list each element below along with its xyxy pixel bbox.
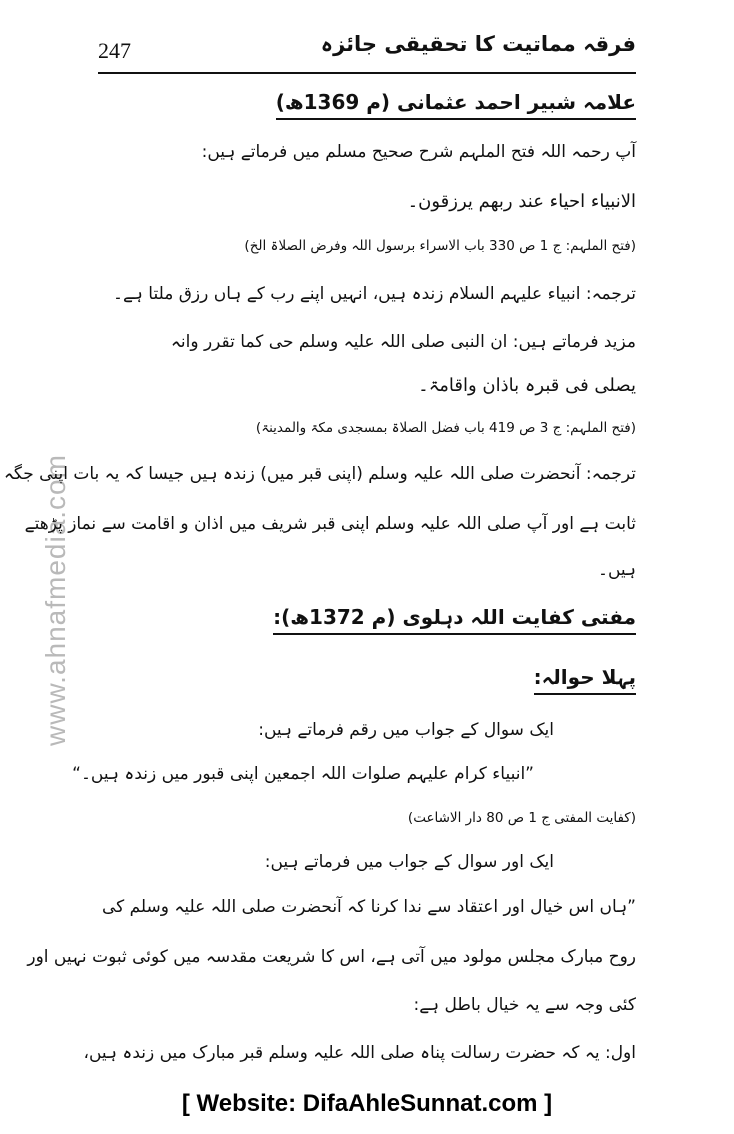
running-title: فرقہ مماتیت کا تحقیقی جائزہ (320, 32, 636, 56)
section-heading-kifayatullah: مفتی کفایت اللہ دہلوی (م 1372ھ): (273, 605, 636, 635)
translation-line: ترجمہ: انبیاء علیہم السلام زندہ ہیں، انہیں اپنے رب کے ہاں رزق ملتا ہے۔ (113, 284, 636, 304)
paragraph-line: روح مبارک مجلس مولود میں آتی ہے، اس کا شریعت مقدسہ میں کوئی ثبوت نہیں اور (27, 947, 636, 967)
page-number: 247 (98, 38, 131, 63)
section-heading-usmani: علامہ شبیر احمد عثمانی (م 1369ھ) (276, 90, 636, 120)
quote-line: ”انبیاء کرام علیہم صلوات اللہ اجمعین اپنی قبور میں زندہ ہیں۔“ (72, 764, 534, 784)
paragraph-line: اول: یہ کہ حضرت رسالت پناہ صلی اللہ علیہ وسلم قبر مبارک میں زندہ ہیں، (83, 1043, 636, 1063)
subheading-first-reference: پہلا حوالہ: (534, 665, 636, 695)
arabic-quote: یصلی فی قبرہ باذان واقامۃ۔ (418, 375, 636, 396)
intro-line: ایک سوال کے جواب میں رقم فرماتے ہیں: (258, 720, 554, 740)
arabic-quote: الانبیاء احیاء عند ربھم یرزقون۔ (407, 191, 636, 212)
website-footer: [ Website: DifaAhleSunnat.com ] (181, 1090, 553, 1117)
paragraph-line: ہیں۔ (598, 560, 636, 580)
translation-line: ترجمہ: آنحضرت صلی اللہ علیہ وسلم (اپنی قبر میں) زندہ ہیں جیسا کہ یہ بات اپنی جگہ (3, 464, 636, 484)
paragraph-line: ثابت ہے اور آپ صلی اللہ علیہ وسلم اپنی قبر شریف میں اذان و اقامت سے نماز پڑھتے (24, 514, 636, 534)
intro-line: ایک اور سوال کے جواب میں فرماتے ہیں: (264, 852, 554, 872)
watermark-text: www.ahnafmedia.com (40, 454, 71, 746)
reference-citation: (کفایت المفتی ج 1 ص 80 دار الاشاعت) (407, 810, 636, 826)
paragraph-line: مزید فرماتے ہیں: ان النبی صلی اللہ علیہ وسلم حی کما تقرر وانہ (170, 332, 636, 352)
quote-line: ”ہاں اس خیال اور اعتقاد سے ندا کرنا کہ آنحضرت صلی اللہ علیہ وسلم کی (101, 897, 636, 917)
paragraph-line: کئی وجہ سے یہ خیال باطل ہے: (413, 995, 636, 1015)
reference-citation: (فتح الملہم: ج 1 ص 330 باب الاسراء برسول اللہ وفرض الصلاۃ الخ) (244, 238, 636, 254)
header-divider (98, 72, 636, 74)
reference-citation: (فتح الملہم: ج 3 ص 419 باب فضل الصلاۃ بمسجدی مکۃ والمدینۃ) (255, 420, 636, 436)
intro-line: آپ رحمہ اللہ فتح الملہم شرح صحیح مسلم میں فرماتے ہیں: (201, 142, 636, 162)
